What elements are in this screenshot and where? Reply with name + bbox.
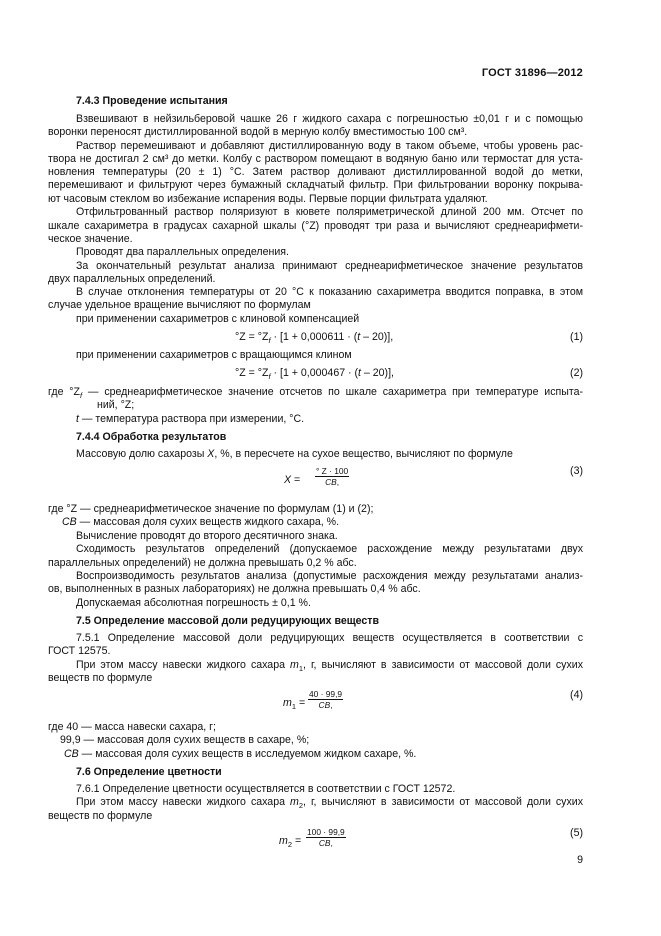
formula-3-denominator: CB, bbox=[315, 476, 349, 487]
paragraph-line: При этом массу навески жидкого сахара $m_1$, г, вычисляют в зависимости от массовой доли сухих bbox=[76, 659, 583, 674]
paragraph-line: Массовую долю сахарозы X, %, в пересчете на сухое вещество, вычисляют по формуле bbox=[76, 448, 513, 460]
paragraph-line: случае удельное вращение вычисляют по формулам bbox=[48, 299, 311, 311]
legend-line: ний, °Z; bbox=[97, 399, 135, 411]
paragraph-line: ют часовым стеклом во избежание испарения воды. Первые порции фильтрата удаляют. bbox=[48, 193, 488, 205]
paragraph-line: Вычисление проводят до второго десятичного знака. bbox=[76, 530, 338, 542]
paragraph-line: при применении сахариметров с вращающимся клином bbox=[76, 349, 352, 361]
section-title-7-4-3: 7.4.3 Проведение испытания bbox=[76, 95, 228, 107]
formula-1: $^\circ Z = ^\circ Z_f \cdot [1 + 0,000611 \cdot (t - 20)]$, bbox=[235, 331, 394, 346]
legend-line: где °Z — среднеарифметическое значение по формулам (1) и (2); bbox=[48, 503, 374, 515]
formula-3: X = bbox=[284, 474, 301, 486]
formula-4-numerator: 40 · 99,9 bbox=[309, 689, 343, 699]
paragraph-line: при применении сахариметров с клиновой компенсацией bbox=[76, 313, 360, 325]
legend-line: 99,9 — массовая доля сухих веществ в сахаре, %; bbox=[60, 734, 310, 746]
paragraph-line: веществ по формуле bbox=[48, 672, 153, 684]
legend-line: где 40 — масса навески сахара, г; bbox=[48, 721, 216, 733]
paragraph-line: параллельных определений) не должна превышать 0,2 % абс. bbox=[48, 557, 357, 569]
formula-5-numerator: 100 · 99,9 bbox=[307, 827, 345, 837]
formula-2: $^\circ Z = ^\circ Z_f \cdot [1 + 0,000467 \cdot (t - 20)]$, bbox=[235, 367, 394, 382]
page-number: 9 bbox=[577, 854, 583, 866]
paragraph-line: Допускаемая абсолютная погрешность ± 0,1 %. bbox=[76, 597, 311, 609]
formula-4: $m_1$ = bbox=[283, 697, 306, 712]
formula-5-number: (5) bbox=[570, 827, 583, 839]
paragraph-line: Воспроизводимость результатов анализа (допустимые расхождения между результатами анализ- bbox=[76, 570, 583, 582]
paragraph-line: твора не достигал 2 см³ до метки. Колбу с раствором помещают в водяную баню или термостат для уста- bbox=[48, 153, 583, 165]
paragraph-line: новления температуры (20 ± 1) °С. Затем раствор доливают дистиллированной водой до метки, bbox=[48, 166, 583, 178]
paragraph-line: Взвешивают в нейзильберовой чашке 26 г жидкого сахара с погрешностью ±0,01 г и с помощью bbox=[76, 113, 583, 125]
paragraph-line: Проводят два параллельных определения. bbox=[76, 246, 289, 258]
document-header: ГОСТ 31896—2012 bbox=[481, 67, 583, 79]
paragraph-line: перемешивают и фильтруют через бумажный складчатый фильтр. При фильтровании воронку покрыва- bbox=[48, 179, 583, 191]
paragraph-line: ГОСТ 12575. bbox=[48, 645, 111, 657]
paragraph-line: Раствор перемешивают и добавляют дистиллированную воду в таком объеме, чтобы уровень рас- bbox=[76, 140, 583, 152]
paragraph-line: В случае отклонения температуры от 20 °С к показанию сахариметра вводится поправка, в этом bbox=[76, 286, 583, 298]
legend-line: CB — массовая доля сухих веществ в исследуемом жидком сахаре, %. bbox=[64, 748, 417, 760]
formula-3-numerator: ° Z · 100 bbox=[316, 466, 349, 476]
paragraph-line: воронки переносят дистиллированной водой в мерную колбу вместимостью 100 см³. bbox=[48, 126, 468, 138]
legend-line: где $^\circ Z_f$ — среднеарифметическое значение отсчетов по шкале сахариметра при температуре испыта- bbox=[48, 386, 583, 401]
section-title-7-5: 7.5 Определение массовой доли редуцирующих веществ bbox=[76, 615, 380, 627]
paragraph-line: 7.5.1 Определение массовой доли редуцирующих веществ осуществляется в соответствии с bbox=[76, 632, 583, 644]
formula-3-fraction bbox=[315, 466, 349, 487]
formula-5: $m_2$ = bbox=[279, 835, 302, 850]
paragraph-line: ческое значение. bbox=[48, 233, 133, 245]
paragraph-line: При этом массу навески жидкого сахара $m_2$, г, вычисляют в зависимости от массовой доли сухих bbox=[76, 796, 583, 811]
formula-5-denominator: CB, bbox=[306, 837, 346, 848]
paragraph-line: двух параллельных определений. bbox=[48, 273, 216, 285]
paragraph-line: Сходимость результатов определений (допускаемое расхождение между результатами двух bbox=[76, 543, 583, 555]
legend-line: t — температура раствора при измерении, °С. bbox=[76, 413, 305, 425]
section-title-7-4-4: 7.4.4 Обработка результатов bbox=[76, 431, 227, 443]
formula-1-number: (1) bbox=[570, 331, 583, 343]
formula-4-denominator: CB, bbox=[308, 699, 343, 710]
paragraph-line: веществ по формуле bbox=[48, 810, 153, 822]
paragraph-line: ов, выполненных в разных лабораториях) не должна превышать 0,4 % абс. bbox=[48, 583, 421, 595]
paragraph-line: За окончательный результат анализа принимают среднеарифметическое значение результатов bbox=[76, 260, 583, 272]
formula-2-number: (2) bbox=[570, 367, 583, 379]
formula-3-number: (3) bbox=[570, 465, 583, 477]
paragraph-line: 7.6.1 Определение цветности осуществляется в соответствии с ГОСТ 12572. bbox=[76, 783, 456, 795]
legend-line: CB — массовая доля сухих веществ жидкого сахара, %. bbox=[62, 516, 340, 528]
paragraph-line: Отфильтрованный раствор поляризуют в кювете поляриметрической длиной 200 мм. Отсчет по bbox=[76, 206, 583, 218]
formula-4-fraction bbox=[308, 689, 343, 710]
formula-5-fraction bbox=[306, 827, 346, 848]
formula-4-number: (4) bbox=[570, 689, 583, 701]
section-title-7-6: 7.6 Определение цветности bbox=[76, 766, 222, 778]
paragraph-line: шкале сахариметра в градусах сахарной шкалы (°Z) проводят три раза и вычисляют среднеарифмети- bbox=[48, 220, 583, 232]
